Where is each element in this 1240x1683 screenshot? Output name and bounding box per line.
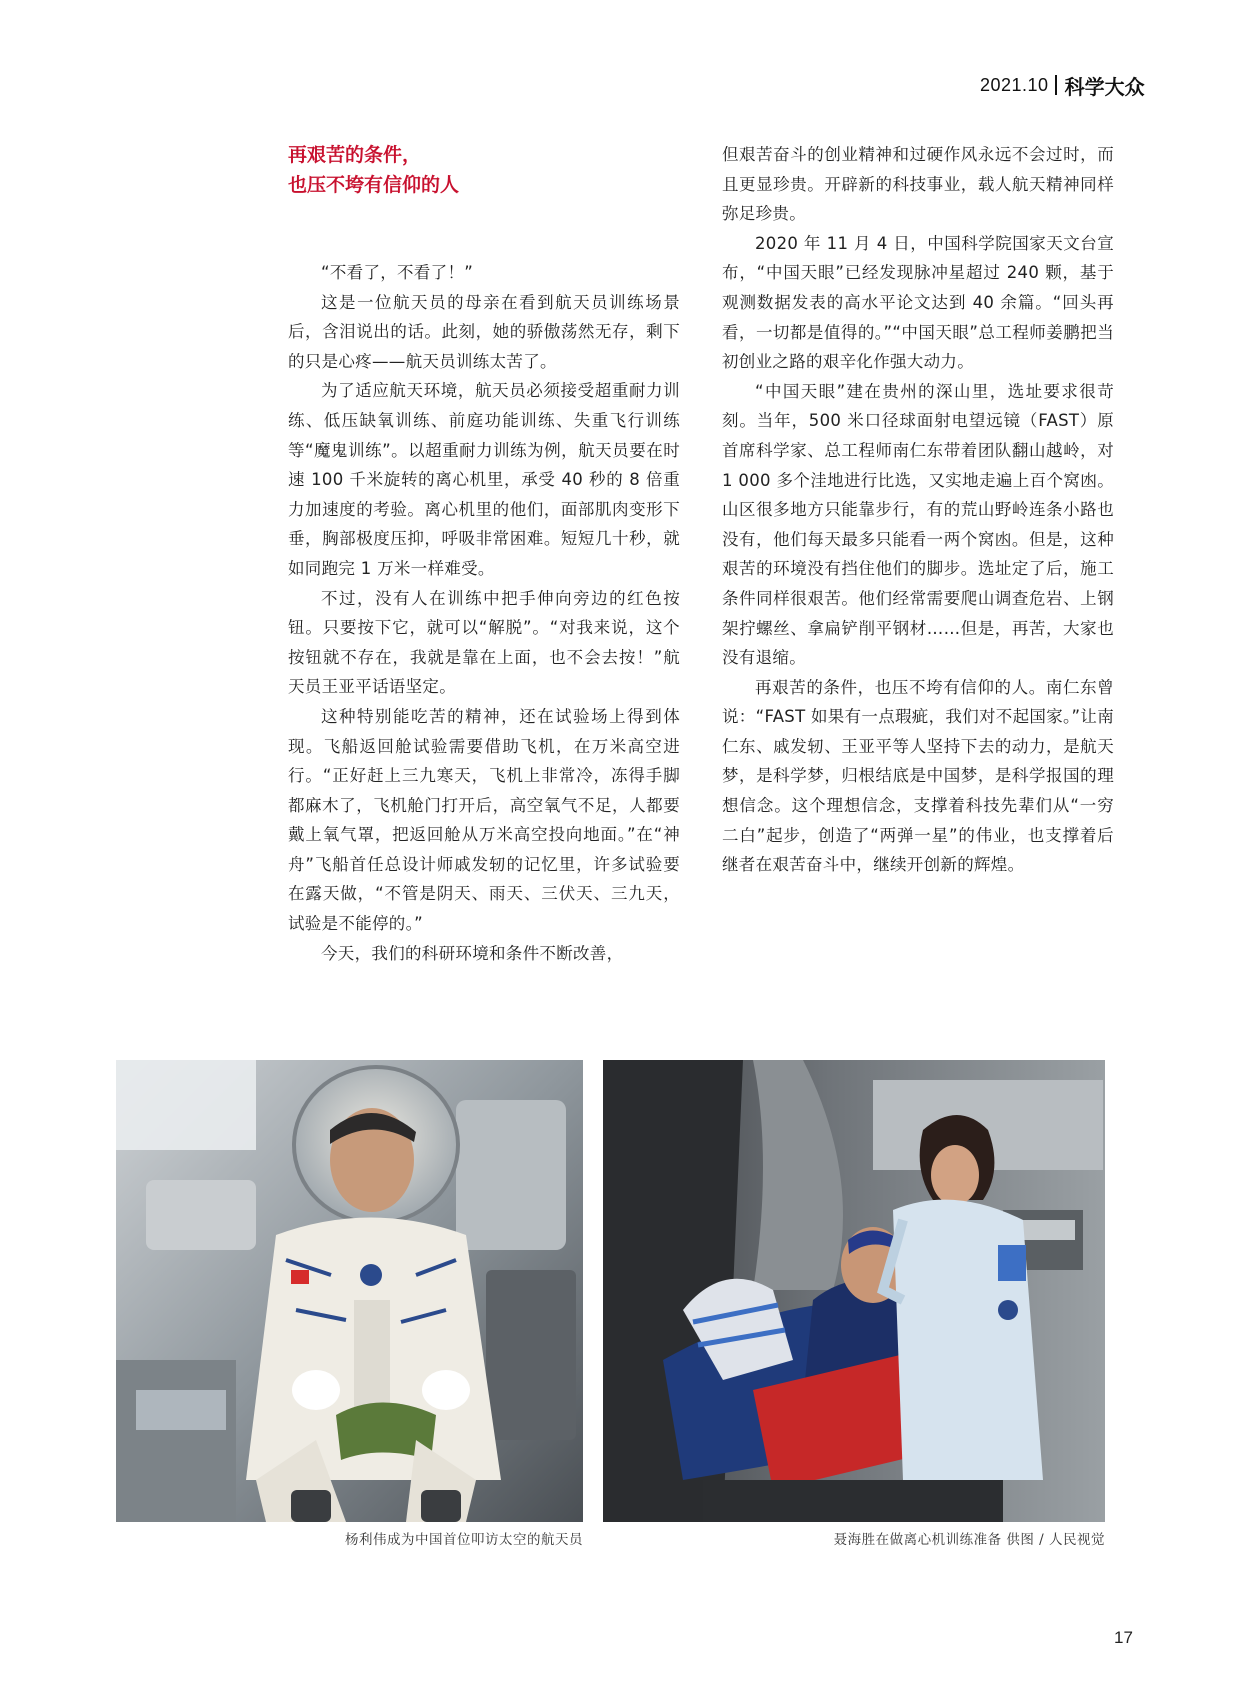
paragraph: 这种特别能吃苦的精神，还在试验场上得到体现。飞船返回舱试验需要借助飞机，在万米高空进行。“正好赶上三九寒天，飞机上非常冷，冻得手脚都麻木了，飞机舱门打开后，高空氧气不足，人都要戴上氧气罩，把返回舱从万米高空投向地面。”在“神舟”飞船首任总设计师戚发轫的记忆里，许多试验要在露天做，“不管是阴天、雨天、三伏天、三九天，试验是不能停的。” xyxy=(288,706,680,934)
section-title xyxy=(288,140,680,200)
paragraph: 再艰苦的条件，也压不垮有信仰的人。南仁东曾说：“FAST 如果有一点瑕疵，我们对不起国家。”让南仁东、戚发轫、王亚平等人坚持下去的动力，是航天梦，是科学梦，归根结底是中国梦，是科学报国的理想信念。这个理想信念，支撑着科技先辈们从“一穷二白”起步，创造了“两弹一星”的伟业，也支撑着后继者在艰苦奋斗中，继续开创新的辉煌。 xyxy=(722,677,1115,875)
issue-date: 2021.10 xyxy=(980,74,1049,95)
section-title-line-2: 也压不垮有信仰的人 xyxy=(288,174,460,196)
paragraph: 2020 年 11 月 4 日，中国科学院国家天文台宣布，“中国天眼”已经发现脉冲星超过 240 颗，基于观测数据发表的高水平论文达到 40 余篇。“回头再看，一切都是值得的。”“中国天眼”总工程师姜鹏把当初创业之路的艰辛化作强大动力。 xyxy=(722,233,1114,372)
astronaut-cabin-illustration xyxy=(116,1060,583,1522)
page-number: 17 xyxy=(1114,1628,1133,1647)
centrifuge-training-photo xyxy=(603,1060,1105,1522)
centrifuge-training-illustration xyxy=(603,1060,1105,1522)
paragraph: 今天，我们的科研环境和条件不断改善， xyxy=(321,943,624,963)
paragraph: “不看了，不看了！” xyxy=(321,263,474,282)
left-column xyxy=(288,140,680,968)
paragraph: 不过，没有人在训练中把手伸向旁边的红色按钮。只要按下它，就可以“解脱”。“对我来说，这个按钮就不存在，我就是靠在上面，也不会去按！”航天员王亚平话语坚定。 xyxy=(288,588,680,697)
photo-caption-left: 杨利伟成为中国首位叩访太空的航天员 xyxy=(345,1532,583,1548)
paragraph: 为了适应航天环境，航天员必须接受超重耐力训练、低压缺氧训练、前庭功能训练、失重飞行训练等“魔鬼训练”。以超重耐力训练为例，航天员要在时速 100 千米旋转的离心机里，承受 40 秒的 8 倍重力加速度的考验。离心机里的他们，面部肌肉变形下垂，胸部极度压抑，呼吸非常困难。短短几十秒，就如同跑完 1 万米一样难受。 xyxy=(288,381,680,578)
astronaut-cabin-photo xyxy=(116,1060,583,1522)
photo-caption-right: 聂海胜在做离心机训练准备 供图 / 人民视觉 xyxy=(833,1532,1105,1548)
paragraph: 这是一位航天员的母亲在看到航天员训练场景后，含泪说出的话。此刻，她的骄傲荡然无存，剩下的只是心疼——航天员训练太苦了。 xyxy=(288,292,680,371)
magazine-logo: 科学大众 xyxy=(1064,74,1145,99)
page-header xyxy=(980,70,1145,100)
section-title-line-1: 再艰苦的条件， xyxy=(288,144,422,166)
paragraph: “中国天眼”建在贵州的深山里，选址要求很苛刻。当年，500 米口径球面射电望远镜（FAST）原首席科学家、总工程师南仁东带着团队翻山越岭，对 1 000 多个洼地进行比选，又实地走遍上百个窝凼。山区很多地方只能靠步行，有的荒山野岭连条小路也没有，他们每天最多只能看一两个窝凼。但是，这种艰苦的环境没有挡住他们的脚步。选址定了后，施工条件同样很艰苦。他们经常需要爬山调查危岩、上钢架拧螺丝、拿扁铲削平钢材……但是，再苦，大家也没有退缩。 xyxy=(722,381,1114,668)
header-divider xyxy=(1055,75,1057,95)
right-column xyxy=(722,140,1114,880)
paragraph-continued: 但艰苦奋斗的创业精神和过硬作风永远不会过时，而且更显珍贵。开辟新的科技事业，载人航天精神同样弥足珍贵。 xyxy=(722,145,1114,224)
